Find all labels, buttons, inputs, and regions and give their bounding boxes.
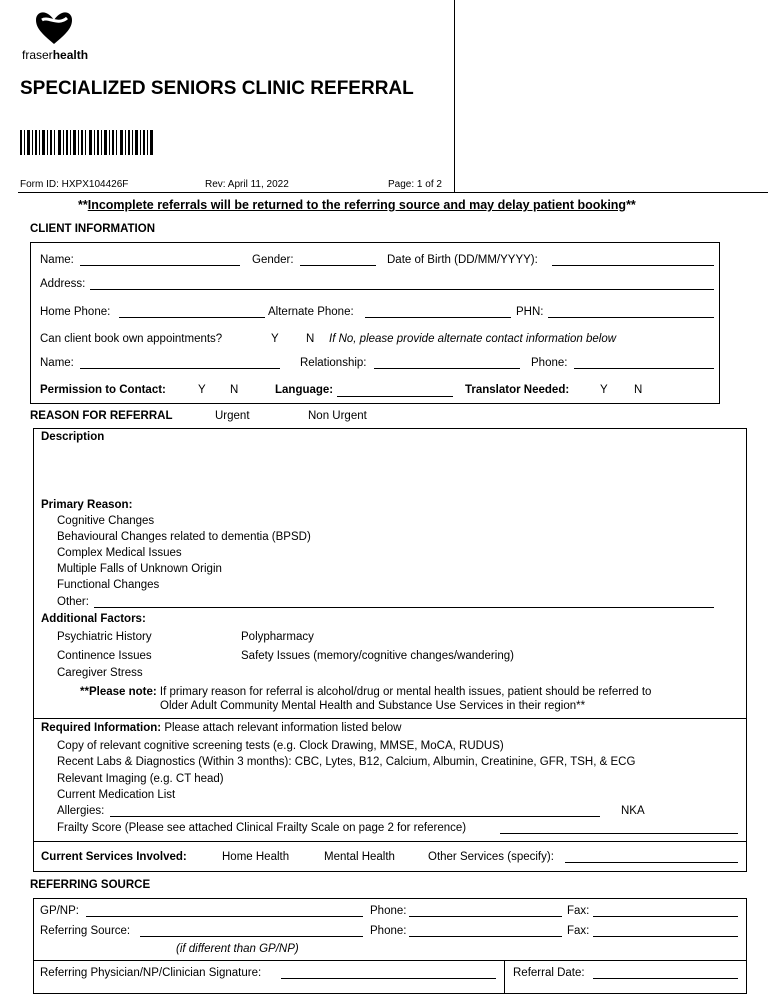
header-vertical-divider <box>454 0 455 192</box>
factor-caregiver-stress[interactable]: Caregiver Stress <box>57 667 143 679</box>
client-name-label: Name: <box>40 254 74 266</box>
book-appointments-no[interactable]: N <box>306 333 315 345</box>
gp-fax-field[interactable] <box>593 916 738 917</box>
referring-source-heading: REFERRING SOURCE <box>30 879 151 891</box>
gp-phone-label: Phone: <box>370 905 407 917</box>
client-info-heading: CLIENT INFORMATION <box>30 223 155 235</box>
signature-date-divider <box>504 960 505 994</box>
permission-to-contact-label: Permission to Contact: <box>40 384 166 396</box>
reason-heading: REASON FOR REFERRAL <box>30 410 173 422</box>
translator-yes[interactable]: Y <box>600 384 608 396</box>
book-appointments-note: If No, please provide alternate contact information below <box>329 333 617 345</box>
allergies-field[interactable] <box>110 816 600 817</box>
signature-label: Referring Physician/NP/Clinician Signature: <box>40 967 262 979</box>
translator-needed-label: Translator Needed: <box>465 384 570 396</box>
primary-item[interactable]: Multiple Falls of Unknown Origin <box>57 563 222 575</box>
incomplete-notice <box>78 198 636 212</box>
please-note-line2: Older Adult Community Mental Health and Substance Use Services in their region** <box>160 700 586 712</box>
ref-phone-field[interactable] <box>409 936 562 937</box>
page-title: SPECIALIZED SENIORS CLINIC REFERRAL <box>20 78 414 99</box>
additional-factors-heading: Additional Factors: <box>41 613 146 625</box>
required-item[interactable]: Recent Labs & Diagnostics (Within 3 months): CBC, Lytes, B12, Calcium, Albumin, Creatinine, GFR, TSH, & ECG <box>57 756 636 768</box>
ref-fax-label: Fax: <box>567 925 590 937</box>
please-note-text1: If primary reason for referral is alcohol/drug or mental health issues, patient should be referred to <box>156 686 652 698</box>
signature-field[interactable] <box>281 978 496 979</box>
please-note-label: **Please note: <box>80 686 157 698</box>
gender-label: Gender: <box>252 254 294 266</box>
notice-suffix: ** <box>626 198 636 212</box>
ref-fax-field[interactable] <box>593 936 738 937</box>
primary-item[interactable]: Functional Changes <box>57 579 160 591</box>
primary-item[interactable]: Cognitive Changes <box>57 515 155 527</box>
referring-source-field[interactable] <box>140 936 363 937</box>
gp-phone-field[interactable] <box>409 916 562 917</box>
dob-label: Date of Birth (DD/MM/YYYY): <box>387 254 538 266</box>
translator-no[interactable]: N <box>634 384 643 396</box>
logo-heart-icon <box>34 10 74 46</box>
page-number: Page: 1 of 2 <box>388 179 442 190</box>
book-appointments-yes[interactable]: Y <box>271 333 279 345</box>
dob-field[interactable] <box>552 265 714 266</box>
header-bottom-rule <box>18 192 768 193</box>
primary-reason-heading: Primary Reason: <box>41 499 133 511</box>
service-home-health[interactable]: Home Health <box>222 851 290 863</box>
description-label: Description <box>41 431 105 443</box>
other-services-field[interactable] <box>565 862 738 863</box>
barcode <box>20 130 155 155</box>
logo-text-bold: health <box>52 48 89 62</box>
factor-polypharmacy[interactable]: Polypharmacy <box>241 631 314 643</box>
gp-field[interactable] <box>86 916 363 917</box>
factor-psychiatric-history[interactable]: Psychiatric History <box>57 631 152 643</box>
urgent-option[interactable]: Urgent <box>215 410 250 422</box>
phn-field[interactable] <box>548 317 714 318</box>
notice-prefix: ** <box>78 198 88 212</box>
home-phone-field[interactable] <box>119 317 265 318</box>
barcode-icon <box>20 130 155 155</box>
permission-yes[interactable]: Y <box>198 384 206 396</box>
notice-text: Incomplete referrals will be returned to the referring source and may delay patient booking <box>87 198 627 212</box>
revision-date: Rev: April 11, 2022 <box>205 179 289 190</box>
language-field[interactable] <box>337 396 453 397</box>
required-item[interactable]: Current Medication List <box>57 789 176 801</box>
current-services-label: Current Services Involved: <box>41 851 187 863</box>
relationship-field[interactable] <box>374 368 520 369</box>
fraser-health-logo <box>22 10 92 65</box>
address-label: Address: <box>40 278 86 290</box>
gp-fax-label: Fax: <box>567 905 590 917</box>
relationship-label: Relationship: <box>300 357 367 369</box>
service-mental-health[interactable]: Mental Health <box>324 851 395 863</box>
language-label: Language: <box>275 384 334 396</box>
alt-contact-phone-label: Phone: <box>531 357 568 369</box>
please-note-line1 <box>80 686 651 698</box>
logo-text-light: fraser <box>22 48 53 62</box>
form-id: Form ID: HXPX104426F <box>20 179 129 190</box>
permission-no[interactable]: N <box>230 384 239 396</box>
home-phone-label: Home Phone: <box>40 306 111 318</box>
required-info-intro: Please attach relevant information listed below <box>161 722 402 734</box>
referring-source-label: Referring Source: <box>40 925 131 937</box>
referral-date-field[interactable] <box>593 978 738 979</box>
other-reason-label: Other: <box>57 596 89 608</box>
primary-item[interactable]: Behavioural Changes related to dementia (BPSD) <box>57 531 311 543</box>
non-urgent-option[interactable]: Non Urgent <box>308 410 367 422</box>
other-reason-field[interactable] <box>94 607 714 608</box>
required-item[interactable]: Relevant Imaging (e.g. CT head) <box>57 773 224 785</box>
if-different-note: (if different than GP/NP) <box>176 943 299 955</box>
frailty-score-field[interactable] <box>500 833 738 834</box>
nka-option[interactable]: NKA <box>621 805 645 817</box>
required-item[interactable]: Copy of relevant cognitive screening tests (e.g. Clock Drawing, MMSE, MoCA, RUDUS) <box>57 740 504 752</box>
phn-label: PHN: <box>516 306 544 318</box>
frailty-score-label: Frailty Score (Please see attached Clinical Frailty Scale on page 2 for reference) <box>57 822 467 834</box>
gender-field[interactable] <box>300 265 376 266</box>
primary-item[interactable]: Complex Medical Issues <box>57 547 182 559</box>
gp-label: GP/NP: <box>40 905 79 917</box>
required-info-heading: Required Information: <box>41 722 162 734</box>
alternate-phone-label: Alternate Phone: <box>268 306 354 318</box>
alternate-phone-field[interactable] <box>365 317 511 318</box>
referring-box-divider <box>33 960 747 961</box>
factor-continence-issues[interactable]: Continence Issues <box>57 650 152 662</box>
ref-phone-label: Phone: <box>370 925 407 937</box>
allergies-label: Allergies: <box>57 805 105 817</box>
other-services-label: Other Services (specify): <box>428 851 554 863</box>
referral-date-label: Referral Date: <box>513 967 585 979</box>
alt-contact-name-field[interactable] <box>80 368 280 369</box>
client-info-box <box>30 242 720 404</box>
reason-box-divider <box>33 718 747 719</box>
client-name-field[interactable] <box>80 265 240 266</box>
alt-contact-name-label: Name: <box>40 357 74 369</box>
book-appointments-question: Can client book own appointments? <box>40 333 223 345</box>
alt-contact-phone-field[interactable] <box>574 368 714 369</box>
required-info-line <box>41 722 401 734</box>
address-field[interactable] <box>90 289 714 290</box>
factor-safety-issues[interactable]: Safety Issues (memory/cognitive changes/wandering) <box>241 650 514 662</box>
